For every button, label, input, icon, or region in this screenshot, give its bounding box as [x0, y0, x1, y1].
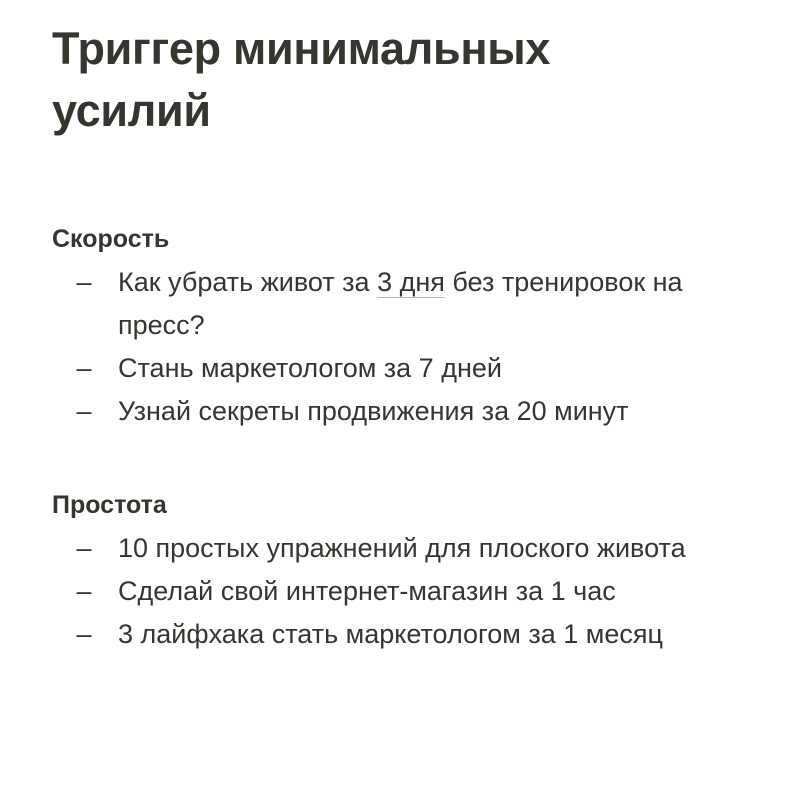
dash-bullet: – [76, 533, 92, 563]
item-text: Стань маркетологом за 7 дней [118, 353, 502, 383]
section-speed [52, 221, 772, 433]
dash-bullet: – [76, 576, 92, 606]
page-title: Триггер минимальных усилий [52, 23, 551, 136]
item-text: Сделай свой интернет-магазин за 1 час [118, 576, 616, 606]
section-heading: Простота [52, 491, 167, 519]
dash-bullet: – [76, 267, 92, 297]
underlined-text: 3 дня [377, 267, 445, 297]
list-item [52, 347, 728, 390]
section-heading: Скорость [52, 225, 170, 253]
list-item [52, 261, 728, 347]
dash-bullet: – [76, 353, 92, 383]
item-text: без тренировок на пресс? [118, 267, 683, 340]
dash-bullet: – [76, 619, 92, 649]
list-item [52, 390, 728, 433]
bullet-list [52, 261, 772, 433]
item-text: 10 простых упражнений для плоского живота [118, 533, 686, 563]
document [52, 18, 772, 656]
list-item [52, 570, 728, 613]
item-text: Узнай секреты продвижения за 20 минут [118, 396, 629, 426]
list-item [52, 613, 728, 656]
dash-bullet: – [76, 396, 92, 426]
section-simplicity [52, 487, 772, 656]
item-text: 3 лайфхака стать маркетологом за 1 месяц [118, 619, 663, 649]
list-item [52, 527, 728, 570]
item-text: Как убрать живот за [118, 267, 378, 297]
bullet-list [52, 527, 772, 656]
